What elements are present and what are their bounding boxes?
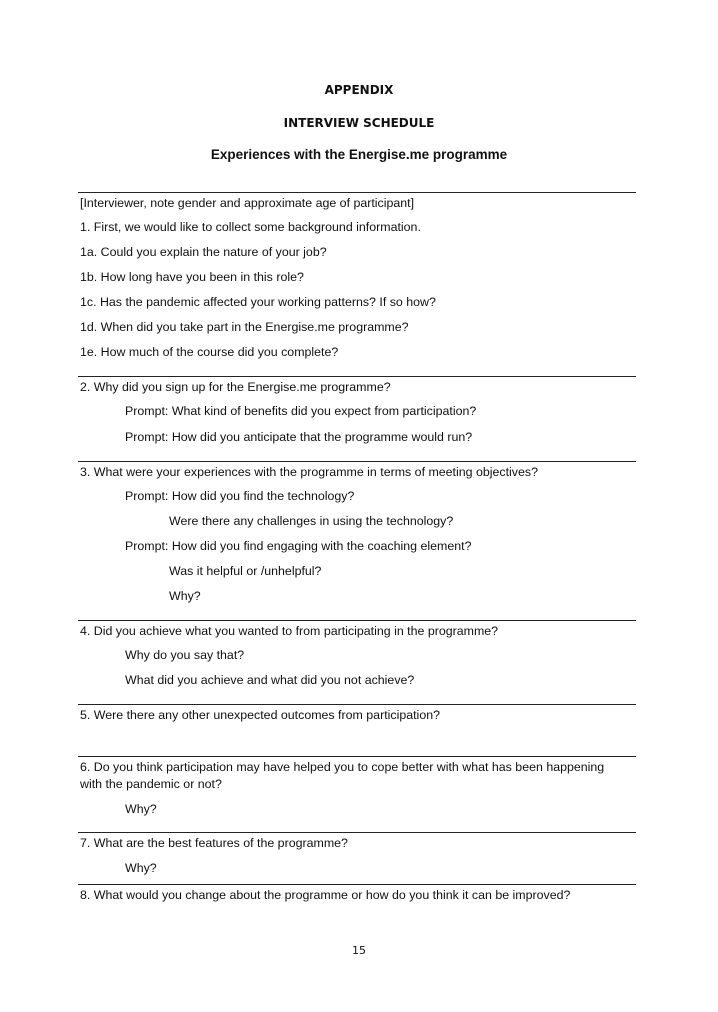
question-1a: 1a. Could you explain the nature of your job? — [80, 245, 327, 259]
section-divider — [78, 884, 636, 885]
question-1: 1. First, we would like to collect some background information. — [80, 220, 421, 234]
question-7-prompt-1: Why? — [125, 861, 157, 875]
question-3-prompt-1: Prompt: How did you find the technology? — [125, 489, 355, 503]
question-2-prompt-2: Prompt: How did you anticipate that the programme would run? — [125, 430, 473, 444]
question-6-prompt-1: Why? — [125, 802, 157, 816]
section-divider — [78, 756, 636, 757]
document-subtitle: Experiences with the Energise.me programme — [210, 147, 508, 162]
question-3-prompt-2: Prompt: How did you find engaging with the coaching element? — [125, 539, 472, 553]
question-2-prompt-1: Prompt: What kind of benefits did you expect from participation? — [125, 404, 477, 418]
question-4-prompt-2: What did you achieve and what did you not achieve? — [125, 673, 415, 687]
section-divider — [78, 620, 636, 621]
question-1d: 1d. When did you take part in the Energise.me programme? — [80, 320, 409, 334]
section-divider — [78, 704, 636, 705]
question-1c: 1c. Has the pandemic affected your working patterns? If so how? — [80, 295, 436, 309]
appendix-heading: APPENDIX — [324, 83, 394, 97]
section-divider — [78, 376, 636, 377]
section-divider — [78, 192, 636, 193]
question-3-prompt-2a: Was it helpful or /unhelpful? — [169, 564, 322, 578]
question-1e: 1e. How much of the course did you complete? — [80, 345, 339, 359]
question-8: 8. What would you change about the programme or how do you think it can be improved? — [80, 888, 571, 902]
question-5: 5. Were there any other unexpected outcomes from participation? — [80, 708, 440, 722]
question-4: 4. Did you achieve what you wanted to from participating in the programme? — [80, 624, 499, 638]
question-3: 3. What were your experiences with the programme in terms of meeting objectives? — [80, 465, 538, 479]
page-number: 15 — [352, 944, 366, 957]
section-divider — [78, 832, 636, 833]
question-3-prompt-1a: Were there any challenges in using the technology? — [169, 514, 454, 528]
interview-schedule-heading: INTERVIEW SCHEDULE — [283, 116, 435, 130]
question-2: 2. Why did you sign up for the Energise.me programme? — [80, 380, 391, 394]
question-6: 6. Do you think participation may have helped you to cope better with what has been happening with the pandemic or not? — [80, 760, 605, 791]
question-4-prompt-1: Why do you say that? — [125, 648, 245, 662]
section-divider — [78, 461, 636, 462]
question-1b: 1b. How long have you been in this role? — [80, 270, 304, 284]
question-3-prompt-2b: Why? — [169, 589, 201, 603]
question-7: 7. What are the best features of the programme? — [80, 836, 348, 850]
interviewer-note: [Interviewer, note gender and approximate age of participant] — [80, 196, 415, 210]
